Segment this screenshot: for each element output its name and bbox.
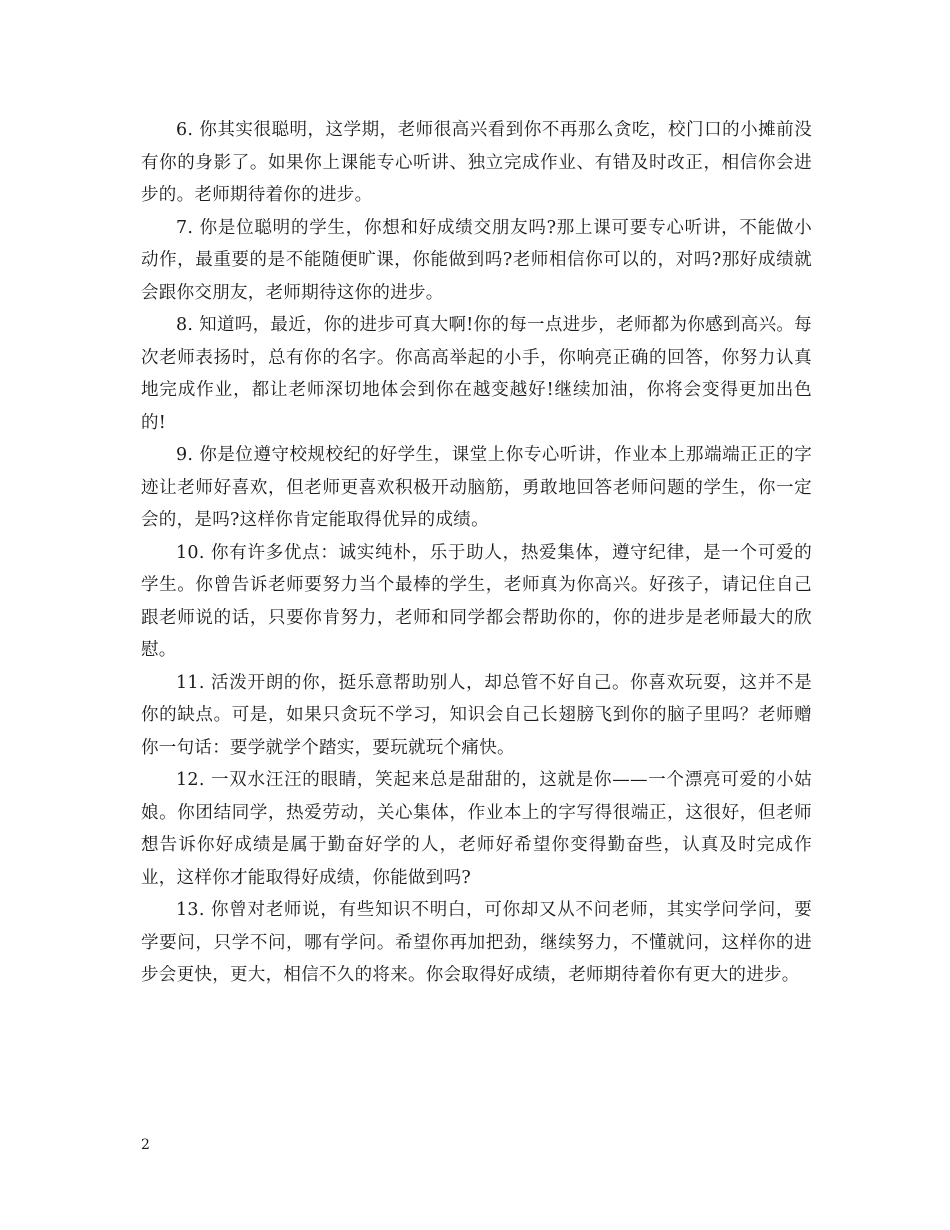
page-number: 2 — [141, 1137, 150, 1153]
paragraph-9: 9. 你是位遵守校规校纪的好学生，课堂上你专心听讲，作业本上那端端正正的字迹让老师好喜欢，但老师更喜欢积极开动脑筋，勇敢地回答老师问题的学生，你一定会的，是吗?这样你肯定能取得优异的成绩。 — [141, 445, 812, 530]
document-body — [141, 114, 812, 992]
paragraph-6: 6. 你其实很聪明，这学期，老师很高兴看到你不再那么贪吃，校门口的小摊前没有你的身影了。如果你上课能专心听讲、独立完成作业、有错及时改正，相信你会进步的。老师期待着你的进步。 — [141, 120, 812, 205]
paragraph-8: 8. 知道吗，最近，你的进步可真大啊!你的每一点进步，老师都为你感到高兴。每次老师表扬时，总有你的名字。你高高举起的小手，你响亮正确的回答，你努力认真地完成作业，都让老师深切地体会到你在越变越好!继续加油，你将会变得更加出色的! — [141, 315, 812, 433]
paragraph-7: 7. 你是位聪明的学生，你想和好成绩交朋友吗?那上课可要专心听讲，不能做小动作，最重要的是不能随便旷课，你能做到吗?老师相信你可以的，对吗?那好成绩就会跟你交朋友，老师期待这你的进步。 — [141, 217, 812, 303]
paragraph-11: 11. 活泼开朗的你，挺乐意帮助别人，却总管不好自己。你喜欢玩耍，这并不是你的缺点。可是，如果只贪玩不学习，知识会自己长翅膀飞到你的脑子里吗？老师赠你一句话：要学就学个踏实，要玩就玩个痛快。 — [141, 672, 812, 758]
paragraph-12: 12. 一双水汪汪的眼睛，笑起来总是甜甜的，这就是你——一个漂亮可爱的小姑娘。你团结同学，热爱劳动，关心集体，作业本上的字写得很端正，这很好，但老师想告诉你好成绩是属于勤奋好学的人，老师好希望你变得勤奋些，认真及时完成作业，这样你才能取得好成绩，你能做到吗? — [141, 770, 812, 888]
paragraph-10: 10. 你有许多优点：诚实纯朴，乐于助人，热爱集体，遵守纪律，是一个可爱的学生。你曾告诉老师要努力当个最棒的学生，老师真为你高兴。好孩子，请记住自己跟老师说的话，只要你肯努力，老师和同学都会帮助你的，你的进步是老师最大的欣慰。 — [141, 542, 812, 660]
paragraph-13: 13. 你曾对老师说，有些知识不明白，可你却又从不问老师，其实学问学问，要学要问，只学不问，哪有学问。希望你再加把劲，继续努力，不懂就问，这样你的进步会更快，更大，相信不久的将来。你会取得好成绩，老师期待着你有更大的进步。 — [141, 900, 812, 985]
